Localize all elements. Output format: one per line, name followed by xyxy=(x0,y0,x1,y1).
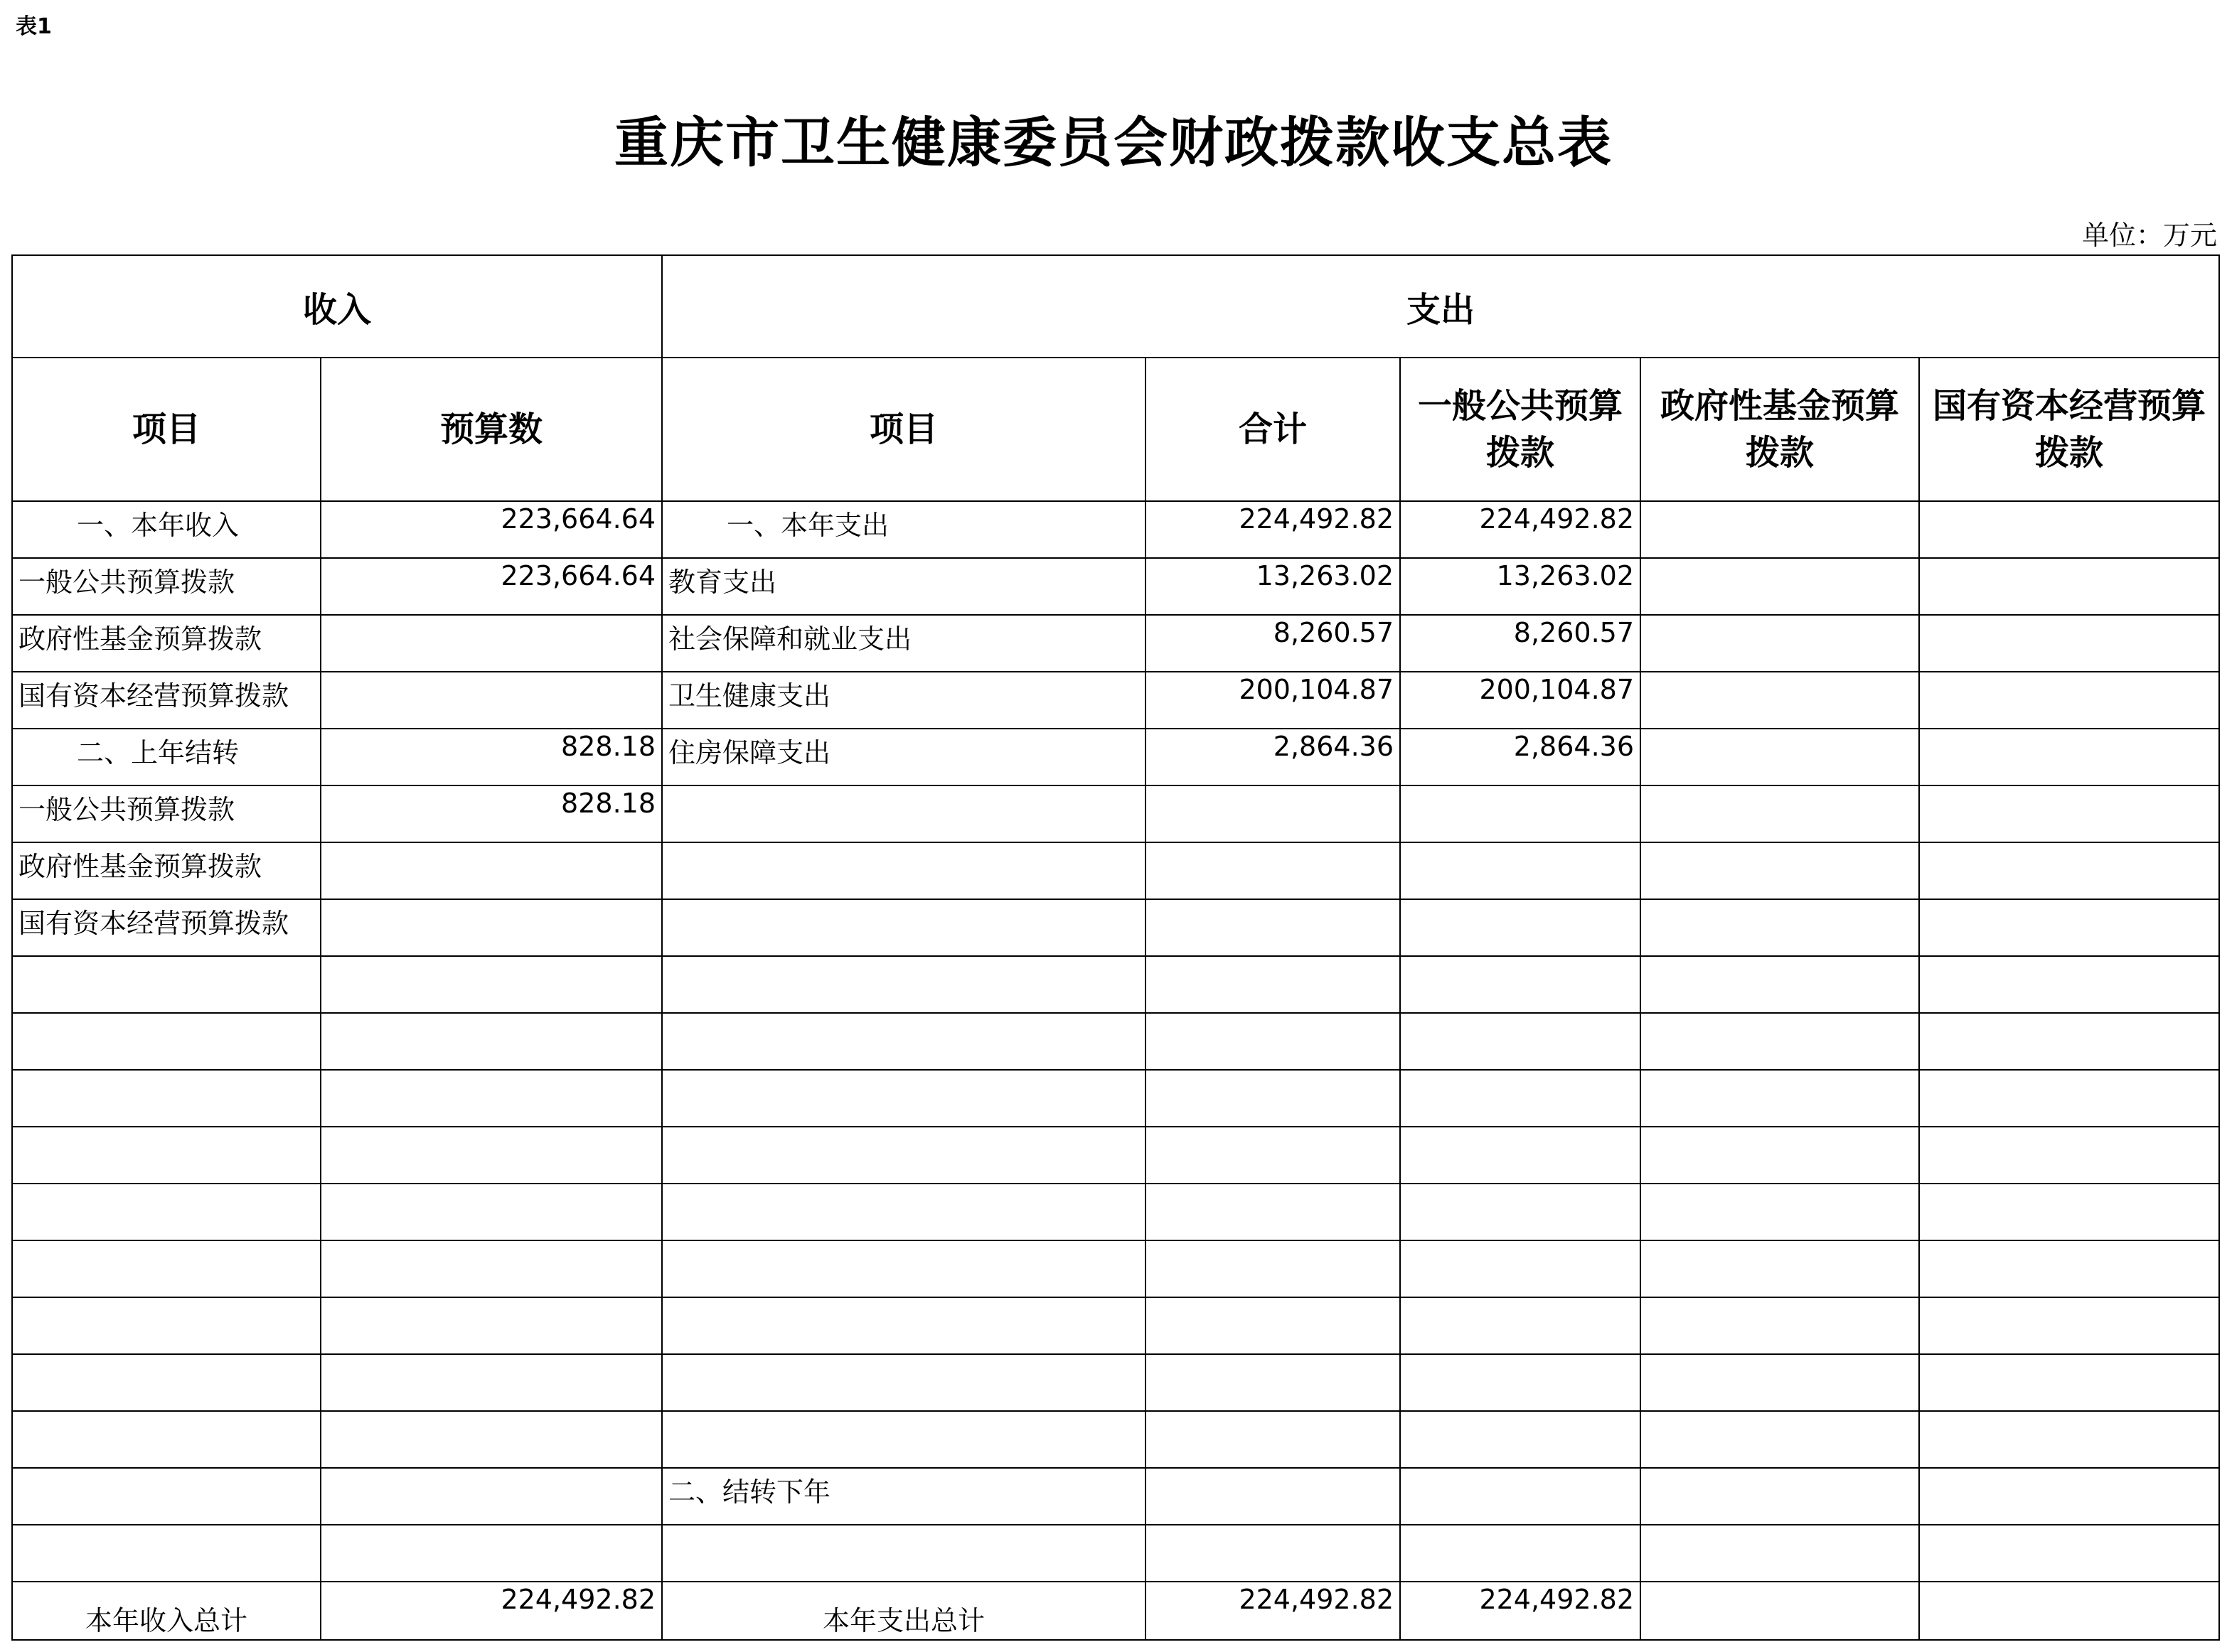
table-row xyxy=(12,899,2219,956)
income-item-cell xyxy=(12,1468,321,1525)
income-value-cell xyxy=(321,956,662,1013)
total-cell xyxy=(1145,1354,1400,1411)
total-cell xyxy=(1145,1297,1400,1354)
income-item-cell: 国有资本经营预算拨款 xyxy=(12,899,321,956)
total-cell: 224,492.82 xyxy=(1145,501,1400,558)
total-cell: 2,864.36 xyxy=(1145,729,1400,785)
gov-fund-header: 政府性基金预算拨款 xyxy=(1640,358,1919,501)
general-budget-cell xyxy=(1400,1184,1640,1240)
income-value-cell xyxy=(321,672,662,729)
state-capital-cell xyxy=(1919,672,2219,729)
header-row-columns xyxy=(12,358,2219,501)
expense-item-cell xyxy=(662,842,1145,899)
expense-item-cell xyxy=(662,899,1145,956)
income-item-cell: 二、上年结转 xyxy=(12,729,321,785)
income-value-cell xyxy=(321,1468,662,1525)
income-value-cell xyxy=(321,1070,662,1127)
table-row xyxy=(12,1184,2219,1240)
table-row xyxy=(12,1525,2219,1582)
general-budget-cell: 224,492.82 xyxy=(1400,501,1640,558)
expense-item-cell xyxy=(662,1070,1145,1127)
table-row xyxy=(12,1013,2219,1070)
income-value-cell xyxy=(321,899,662,956)
total-cell xyxy=(1145,785,1400,842)
total-header: 合计 xyxy=(1145,358,1400,501)
expense-item-cell xyxy=(662,1013,1145,1070)
expense-item-cell: 社会保障和就业支出 xyxy=(662,615,1145,672)
table-row xyxy=(12,1127,2219,1184)
table-row xyxy=(12,1411,2219,1468)
expense-total-label: 本年支出总计 xyxy=(662,1582,1145,1640)
general-budget-cell xyxy=(1400,1525,1640,1582)
gov-fund-total-value xyxy=(1640,1582,1919,1640)
income-item-header: 项目 xyxy=(12,358,321,501)
total-cell: 8,260.57 xyxy=(1145,615,1400,672)
gov-fund-cell xyxy=(1640,1127,1919,1184)
gov-fund-cell xyxy=(1640,1411,1919,1468)
totals-row xyxy=(12,1582,2219,1640)
state-capital-cell xyxy=(1919,1184,2219,1240)
general-budget-cell xyxy=(1400,1013,1640,1070)
total-cell: 13,263.02 xyxy=(1145,558,1400,615)
expense-item-cell: 二、结转下年 xyxy=(662,1468,1145,1525)
state-capital-cell xyxy=(1919,1013,2219,1070)
income-item-cell xyxy=(12,1411,321,1468)
general-total-value: 224,492.82 xyxy=(1400,1582,1640,1640)
table-row xyxy=(12,1240,2219,1297)
table-row xyxy=(12,501,2219,558)
income-item-cell: 一般公共预算拨款 xyxy=(12,558,321,615)
total-cell xyxy=(1145,1468,1400,1525)
gov-fund-cell xyxy=(1640,1240,1919,1297)
expense-item-cell xyxy=(662,956,1145,1013)
gov-fund-cell xyxy=(1640,1184,1919,1240)
budget-table xyxy=(11,254,2220,1641)
income-item-cell xyxy=(12,956,321,1013)
total-cell xyxy=(1145,1525,1400,1582)
income-total-value: 224,492.82 xyxy=(321,1582,662,1640)
total-cell: 200,104.87 xyxy=(1145,672,1400,729)
gov-fund-cell xyxy=(1640,672,1919,729)
income-value-cell xyxy=(321,1354,662,1411)
gov-fund-cell xyxy=(1640,1354,1919,1411)
table-row xyxy=(12,956,2219,1013)
table-row xyxy=(12,615,2219,672)
total-cell xyxy=(1145,956,1400,1013)
unit-label: 单位：万元 xyxy=(2081,220,2217,251)
state-capital-cell xyxy=(1919,1297,2219,1354)
total-cell xyxy=(1145,1184,1400,1240)
income-item-cell xyxy=(12,1127,321,1184)
total-cell xyxy=(1145,1070,1400,1127)
expense-item-cell xyxy=(662,1127,1145,1184)
gov-fund-cell xyxy=(1640,1297,1919,1354)
general-budget-cell xyxy=(1400,956,1640,1013)
table-row xyxy=(12,842,2219,899)
gov-fund-cell xyxy=(1640,729,1919,785)
state-capital-cell xyxy=(1919,1525,2219,1582)
state-capital-cell xyxy=(1919,501,2219,558)
gov-fund-cell xyxy=(1640,899,1919,956)
general-budget-cell xyxy=(1400,899,1640,956)
expense-total-value: 224,492.82 xyxy=(1145,1582,1400,1640)
total-cell xyxy=(1145,1240,1400,1297)
expense-item-header: 项目 xyxy=(662,358,1145,501)
table-row xyxy=(12,1354,2219,1411)
expense-item-cell xyxy=(662,1525,1145,1582)
general-budget-cell xyxy=(1400,1127,1640,1184)
general-budget-header: 一般公共预算拨款 xyxy=(1400,358,1640,501)
income-value-cell: 223,664.64 xyxy=(321,558,662,615)
total-cell xyxy=(1145,1411,1400,1468)
income-value-cell xyxy=(321,1297,662,1354)
income-total-label: 本年收入总计 xyxy=(12,1582,321,1640)
gov-fund-cell xyxy=(1640,1013,1919,1070)
general-budget-cell xyxy=(1400,842,1640,899)
general-budget-cell xyxy=(1400,1297,1640,1354)
income-value-cell xyxy=(321,1525,662,1582)
general-budget-cell xyxy=(1400,1411,1640,1468)
header-row-group xyxy=(12,255,2219,358)
total-cell xyxy=(1145,842,1400,899)
general-budget-cell xyxy=(1400,1240,1640,1297)
table-row xyxy=(12,1468,2219,1525)
income-value-cell xyxy=(321,1184,662,1240)
expense-item-cell: 卫生健康支出 xyxy=(662,672,1145,729)
income-item-cell: 一、本年收入 xyxy=(12,501,321,558)
state-capital-total-value xyxy=(1919,1582,2219,1640)
total-cell xyxy=(1145,1127,1400,1184)
state-capital-cell xyxy=(1919,1127,2219,1184)
income-header: 收入 xyxy=(12,255,662,358)
table-row xyxy=(12,1297,2219,1354)
general-budget-cell xyxy=(1400,785,1640,842)
state-capital-cell xyxy=(1919,785,2219,842)
state-capital-header: 国有资本经营预算拨款 xyxy=(1919,358,2219,501)
income-item-cell xyxy=(12,1240,321,1297)
income-item-cell: 政府性基金预算拨款 xyxy=(12,615,321,672)
general-budget-cell: 8,260.57 xyxy=(1400,615,1640,672)
income-value-cell xyxy=(321,1411,662,1468)
state-capital-cell xyxy=(1919,1468,2219,1525)
expense-item-cell: 住房保障支出 xyxy=(662,729,1145,785)
general-budget-cell: 2,864.36 xyxy=(1400,729,1640,785)
expense-item-cell xyxy=(662,1354,1145,1411)
gov-fund-cell xyxy=(1640,785,1919,842)
gov-fund-cell xyxy=(1640,1525,1919,1582)
table-number: 表1 xyxy=(16,14,52,39)
income-budget-header: 预算数 xyxy=(321,358,662,501)
income-item-cell xyxy=(12,1354,321,1411)
total-cell xyxy=(1145,1013,1400,1070)
income-item-cell xyxy=(12,1184,321,1240)
table-row xyxy=(12,672,2219,729)
state-capital-cell xyxy=(1919,729,2219,785)
expense-item-cell xyxy=(662,1184,1145,1240)
state-capital-cell xyxy=(1919,1070,2219,1127)
income-value-cell xyxy=(321,1127,662,1184)
income-item-cell xyxy=(12,1297,321,1354)
income-item-cell: 国有资本经营预算拨款 xyxy=(12,672,321,729)
table-row xyxy=(12,729,2219,785)
income-item-cell xyxy=(12,1070,321,1127)
expense-item-cell xyxy=(662,1240,1145,1297)
state-capital-cell xyxy=(1919,615,2219,672)
income-value-cell xyxy=(321,1013,662,1070)
income-value-cell xyxy=(321,615,662,672)
income-value-cell: 828.18 xyxy=(321,729,662,785)
expense-item-cell xyxy=(662,1411,1145,1468)
state-capital-cell xyxy=(1919,1240,2219,1297)
gov-fund-cell xyxy=(1640,615,1919,672)
income-item-cell: 政府性基金预算拨款 xyxy=(12,842,321,899)
general-budget-cell: 200,104.87 xyxy=(1400,672,1640,729)
total-cell xyxy=(1145,899,1400,956)
expense-item-cell: 一、本年支出 xyxy=(662,501,1145,558)
general-budget-cell xyxy=(1400,1354,1640,1411)
gov-fund-cell xyxy=(1640,1070,1919,1127)
income-value-cell: 223,664.64 xyxy=(321,501,662,558)
income-item-cell xyxy=(12,1013,321,1070)
general-budget-cell xyxy=(1400,1468,1640,1525)
gov-fund-cell xyxy=(1640,1468,1919,1525)
gov-fund-cell xyxy=(1640,501,1919,558)
income-item-cell: 一般公共预算拨款 xyxy=(12,785,321,842)
state-capital-cell xyxy=(1919,899,2219,956)
expense-header: 支出 xyxy=(662,255,2219,358)
income-value-cell: 828.18 xyxy=(321,785,662,842)
page-title: 重庆市卫生健康委员会财政拨款收支总表 xyxy=(614,111,1613,174)
general-budget-cell: 13,263.02 xyxy=(1400,558,1640,615)
gov-fund-cell xyxy=(1640,956,1919,1013)
table-row xyxy=(12,558,2219,615)
general-budget-cell xyxy=(1400,1070,1640,1127)
income-value-cell xyxy=(321,1240,662,1297)
expense-item-cell xyxy=(662,785,1145,842)
table-row xyxy=(12,785,2219,842)
gov-fund-cell xyxy=(1640,558,1919,615)
state-capital-cell xyxy=(1919,1354,2219,1411)
state-capital-cell xyxy=(1919,842,2219,899)
state-capital-cell xyxy=(1919,956,2219,1013)
state-capital-cell xyxy=(1919,558,2219,615)
state-capital-cell xyxy=(1919,1411,2219,1468)
gov-fund-cell xyxy=(1640,842,1919,899)
expense-item-cell xyxy=(662,1297,1145,1354)
income-item-cell xyxy=(12,1525,321,1582)
income-value-cell xyxy=(321,842,662,899)
expense-item-cell: 教育支出 xyxy=(662,558,1145,615)
table-row xyxy=(12,1070,2219,1127)
